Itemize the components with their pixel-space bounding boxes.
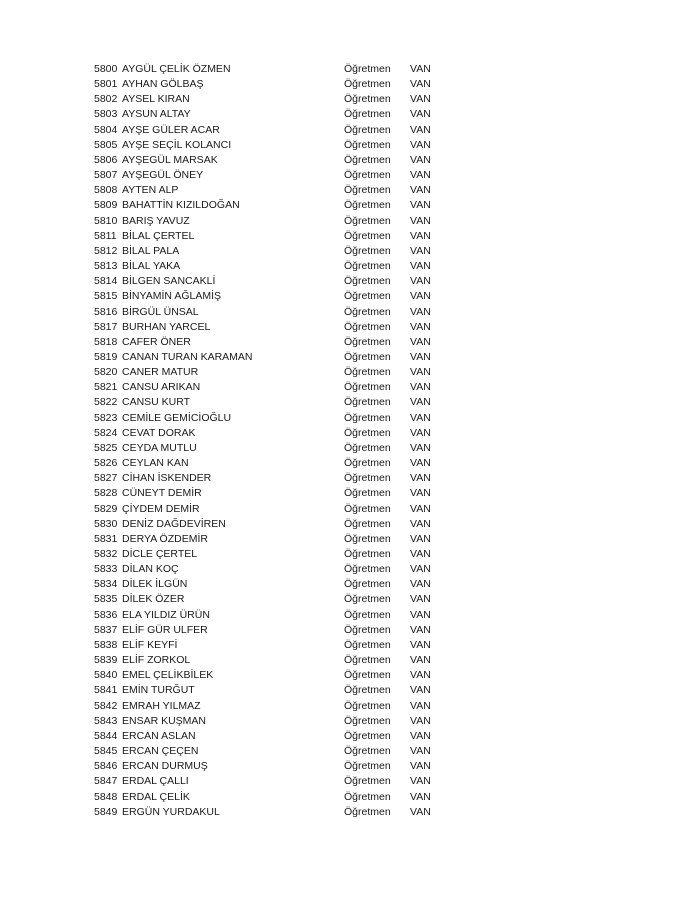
role-label: Öğretmen — [344, 517, 391, 530]
person-name: BİLAL YAKA — [122, 260, 181, 273]
role-label: Öğretmen — [344, 790, 391, 803]
list-item — [94, 198, 454, 213]
role-label: Öğretmen — [344, 426, 391, 439]
city-label: VAN — [410, 548, 431, 560]
city-label: VAN — [410, 729, 431, 742]
role-label: Öğretmen — [344, 684, 391, 697]
city-label: VAN — [410, 638, 431, 651]
role-label: Öğretmen — [344, 184, 391, 197]
role-label: Öğretmen — [344, 214, 391, 227]
person-name: DENİZ DAĞDEVİREN — [122, 517, 226, 530]
role-label: Öğretmen — [344, 396, 391, 409]
role-label: Öğretmen — [344, 275, 391, 288]
list-item — [94, 759, 454, 774]
city-label: VAN — [410, 457, 431, 470]
row-number: 5849 — [94, 805, 118, 818]
city-label: VAN — [410, 244, 431, 257]
row-number: 5839 — [94, 654, 118, 667]
role-label: Öğretmen — [344, 578, 391, 591]
row-number: 5832 — [94, 548, 118, 560]
person-name: ERDAL ÇELİK — [122, 790, 190, 803]
role-label: Öğretmen — [344, 548, 391, 560]
row-number: 5808 — [94, 184, 118, 197]
list-item — [94, 335, 454, 350]
city-label: VAN — [410, 487, 431, 500]
city-label: VAN — [410, 184, 431, 197]
city-label: VAN — [410, 214, 431, 227]
city-label: VAN — [410, 472, 431, 485]
row-number: 5844 — [94, 729, 118, 742]
city-label: VAN — [410, 578, 431, 591]
row-number: 5800 — [94, 63, 118, 75]
list-item — [94, 547, 454, 562]
role-label: Öğretmen — [344, 169, 391, 182]
role-label: Öğretmen — [344, 654, 391, 667]
city-label: VAN — [410, 396, 431, 409]
city-label: VAN — [410, 517, 431, 530]
city-label: VAN — [410, 411, 431, 424]
list-item — [94, 592, 454, 607]
list-item — [94, 638, 454, 653]
role-label: Öğretmen — [344, 108, 391, 121]
city-label: VAN — [410, 532, 431, 545]
role-label: Öğretmen — [344, 729, 391, 742]
row-number: 5805 — [94, 138, 118, 151]
list-item — [94, 774, 454, 789]
role-label: Öğretmen — [344, 775, 391, 788]
list-item — [94, 350, 454, 365]
city-label: VAN — [410, 805, 431, 818]
row-number: 5823 — [94, 411, 118, 424]
person-name: ELİF ZORKOL — [122, 654, 191, 667]
role-label: Öğretmen — [344, 153, 391, 166]
role-label: Öğretmen — [344, 760, 391, 773]
role-label: Öğretmen — [344, 63, 391, 75]
person-name: DERYA ÖZDEMİR — [122, 532, 208, 545]
person-name: ERCAN ÇEÇEN — [122, 745, 199, 758]
row-number: 5814 — [94, 275, 118, 288]
row-number: 5838 — [94, 638, 118, 651]
role-label: Öğretmen — [344, 93, 391, 106]
list-item — [94, 532, 454, 547]
person-name: ÇİYDEM DEMİR — [122, 502, 200, 515]
list-item — [94, 62, 454, 77]
row-number: 5833 — [94, 563, 118, 576]
list-item — [94, 153, 454, 168]
person-name: CEYLAN KAN — [122, 457, 189, 470]
role-label: Öğretmen — [344, 335, 391, 348]
person-name: ENSAR KUŞMAN — [122, 714, 207, 727]
row-number: 5815 — [94, 290, 118, 303]
row-number: 5836 — [94, 608, 118, 621]
role-label: Öğretmen — [344, 199, 391, 212]
role-label: Öğretmen — [344, 229, 391, 242]
person-name: DİLEK ÖZER — [122, 593, 185, 606]
person-name: AYŞE GÜLER ACAR — [122, 123, 220, 136]
role-label: Öğretmen — [344, 260, 391, 273]
list-item — [94, 365, 454, 380]
city-label: VAN — [410, 441, 431, 454]
city-label: VAN — [410, 775, 431, 788]
row-number: 5819 — [94, 350, 118, 363]
list-item — [94, 486, 454, 501]
person-name: AYSEL KIRAN — [122, 93, 190, 106]
person-name: BURHAN YARCEL — [122, 320, 211, 333]
role-label: Öğretmen — [344, 487, 391, 500]
row-number: 5835 — [94, 593, 118, 606]
list-item — [94, 305, 454, 320]
city-label: VAN — [410, 714, 431, 727]
teacher-list — [94, 62, 454, 820]
row-number: 5802 — [94, 93, 118, 106]
list-item — [94, 289, 454, 304]
city-label: VAN — [410, 699, 431, 712]
person-name: AYSUN ALTAY — [122, 108, 191, 121]
role-label: Öğretmen — [344, 78, 391, 91]
list-item — [94, 395, 454, 410]
person-name: BAHATTİN KIZILDOĞAN — [122, 199, 240, 212]
row-number: 5801 — [94, 78, 118, 91]
person-name: CEMİLE GEMİCİOĞLU — [122, 411, 232, 424]
row-number: 5804 — [94, 123, 118, 136]
list-item — [94, 623, 454, 638]
role-label: Öğretmen — [344, 745, 391, 758]
city-label: VAN — [410, 745, 431, 758]
list-item — [94, 502, 454, 517]
row-number: 5811 — [94, 229, 117, 242]
row-number: 5810 — [94, 214, 118, 227]
role-label: Öğretmen — [344, 411, 391, 424]
role-label: Öğretmen — [344, 608, 391, 621]
list-item — [94, 456, 454, 471]
city-label: VAN — [410, 275, 431, 288]
role-label: Öğretmen — [344, 441, 391, 454]
person-name: BARIŞ YAVUZ — [122, 214, 190, 227]
city-label: VAN — [410, 669, 431, 682]
person-name: ELİF KEYFİ — [122, 638, 178, 651]
person-name: BİLGEN SANCAKLİ — [122, 275, 216, 288]
city-label: VAN — [410, 199, 431, 212]
person-name: EMİN TURĞUT — [122, 684, 195, 697]
city-label: VAN — [410, 123, 431, 136]
role-label: Öğretmen — [344, 638, 391, 651]
person-name: DİLEK İLGÜN — [122, 578, 188, 591]
list-item — [94, 92, 454, 107]
role-label: Öğretmen — [344, 350, 391, 363]
role-label: Öğretmen — [344, 502, 391, 515]
person-name: CANSU ARIKAN — [122, 381, 201, 394]
person-name: CİHAN İSKENDER — [122, 472, 212, 485]
role-label: Öğretmen — [344, 805, 391, 818]
person-name: CAFER ÖNER — [122, 335, 191, 348]
list-item — [94, 683, 454, 698]
row-number: 5807 — [94, 169, 118, 182]
city-label: VAN — [410, 760, 431, 773]
list-item — [94, 320, 454, 335]
role-label: Öğretmen — [344, 699, 391, 712]
row-number: 5806 — [94, 153, 118, 166]
city-label: VAN — [410, 169, 431, 182]
row-number: 5842 — [94, 699, 118, 712]
row-number: 5837 — [94, 623, 118, 636]
person-name: BİRGÜL ÜNSAL — [122, 305, 199, 318]
row-number: 5825 — [94, 441, 118, 454]
city-label: VAN — [410, 153, 431, 166]
role-label: Öğretmen — [344, 669, 391, 682]
city-label: VAN — [410, 229, 431, 242]
city-label: VAN — [410, 366, 431, 379]
list-item — [94, 714, 454, 729]
list-item — [94, 244, 454, 259]
row-number: 5830 — [94, 517, 118, 530]
role-label: Öğretmen — [344, 244, 391, 257]
city-label: VAN — [410, 63, 431, 75]
row-number: 5812 — [94, 244, 118, 257]
list-item — [94, 668, 454, 683]
person-name: DİCLE ÇERTEL — [122, 548, 198, 560]
row-number: 5803 — [94, 108, 118, 121]
role-label: Öğretmen — [344, 593, 391, 606]
city-label: VAN — [410, 320, 431, 333]
row-number: 5843 — [94, 714, 118, 727]
list-item — [94, 77, 454, 92]
list-item — [94, 729, 454, 744]
row-number: 5840 — [94, 669, 118, 682]
person-name: CÜNEYT DEMİR — [122, 487, 202, 500]
role-label: Öğretmen — [344, 623, 391, 636]
list-item — [94, 471, 454, 486]
person-name: AYŞEGÜL ÖNEY — [122, 169, 204, 182]
list-item — [94, 214, 454, 229]
person-name: CANSU KURT — [122, 396, 191, 409]
list-item — [94, 608, 454, 623]
person-name: AYGÜL ÇELİK ÖZMEN — [122, 63, 231, 75]
list-item — [94, 426, 454, 441]
role-label: Öğretmen — [344, 320, 391, 333]
row-number: 5826 — [94, 457, 118, 470]
row-number: 5827 — [94, 472, 118, 485]
role-label: Öğretmen — [344, 123, 391, 136]
person-name: AYŞE SEÇİL KOLANCI — [122, 138, 232, 151]
list-item — [94, 653, 454, 668]
row-number: 5824 — [94, 426, 118, 439]
list-item — [94, 744, 454, 759]
row-number: 5846 — [94, 760, 118, 773]
person-name: CANAN TURAN KARAMAN — [122, 350, 253, 363]
list-item — [94, 577, 454, 592]
city-label: VAN — [410, 684, 431, 697]
row-number: 5821 — [94, 381, 118, 394]
person-name: ELİF GÜR ULFER — [122, 623, 208, 636]
city-label: VAN — [410, 654, 431, 667]
person-name: ELA YILDIZ ÜRÜN — [122, 608, 210, 621]
person-name: AYTEN ALP — [122, 184, 179, 197]
list-item — [94, 259, 454, 274]
role-label: Öğretmen — [344, 305, 391, 318]
person-name: ERCAN ASLAN — [122, 729, 196, 742]
row-number: 5829 — [94, 502, 118, 515]
role-label: Öğretmen — [344, 714, 391, 727]
person-name: AYHAN GÖLBAŞ — [122, 78, 204, 91]
role-label: Öğretmen — [344, 138, 391, 151]
row-number: 5813 — [94, 260, 118, 273]
list-item — [94, 123, 454, 138]
city-label: VAN — [410, 305, 431, 318]
role-label: Öğretmen — [344, 381, 391, 394]
city-label: VAN — [410, 78, 431, 91]
role-label: Öğretmen — [344, 290, 391, 303]
list-item — [94, 517, 454, 532]
list-item — [94, 168, 454, 183]
city-label: VAN — [410, 381, 431, 394]
city-label: VAN — [410, 93, 431, 106]
role-label: Öğretmen — [344, 532, 391, 545]
role-label: Öğretmen — [344, 366, 391, 379]
row-number: 5820 — [94, 366, 118, 379]
list-item — [94, 790, 454, 805]
role-label: Öğretmen — [344, 472, 391, 485]
row-number: 5831 — [94, 532, 118, 545]
person-name: EMEL ÇELİKBİLEK — [122, 669, 214, 682]
city-label: VAN — [410, 260, 431, 273]
city-label: VAN — [410, 335, 431, 348]
list-item — [94, 441, 454, 456]
list-item — [94, 699, 454, 714]
row-number: 5816 — [94, 305, 118, 318]
city-label: VAN — [410, 502, 431, 515]
row-number: 5817 — [94, 320, 118, 333]
city-label: VAN — [410, 290, 431, 303]
row-number: 5822 — [94, 396, 118, 409]
list-item — [94, 380, 454, 395]
row-number: 5845 — [94, 745, 118, 758]
row-number: 5818 — [94, 335, 118, 348]
row-number: 5834 — [94, 578, 118, 591]
person-name: EMRAH YILMAZ — [122, 699, 201, 712]
city-label: VAN — [410, 623, 431, 636]
person-name: ERCAN DURMUŞ — [122, 760, 208, 773]
person-name: CEYDA MUTLU — [122, 441, 197, 454]
row-number: 5841 — [94, 684, 118, 697]
person-name: ERDAL ÇALLI — [122, 775, 189, 788]
row-number: 5847 — [94, 775, 118, 788]
city-label: VAN — [410, 138, 431, 151]
row-number: 5828 — [94, 487, 118, 500]
list-item — [94, 229, 454, 244]
list-item — [94, 411, 454, 426]
person-name: ERGÜN YURDAKUL — [122, 805, 220, 818]
city-label: VAN — [410, 790, 431, 803]
city-label: VAN — [410, 563, 431, 576]
list-item — [94, 562, 454, 577]
city-label: VAN — [410, 426, 431, 439]
person-name: BİLAL PALA — [122, 244, 180, 257]
list-item — [94, 138, 454, 153]
city-label: VAN — [410, 608, 431, 621]
person-name: CEVAT DORAK — [122, 426, 196, 439]
city-label: VAN — [410, 108, 431, 121]
list-item — [94, 107, 454, 122]
role-label: Öğretmen — [344, 563, 391, 576]
person-name: BİNYAMİN AĞLAMİŞ — [122, 290, 221, 303]
city-label: VAN — [410, 593, 431, 606]
list-item — [94, 274, 454, 289]
city-label: VAN — [410, 350, 431, 363]
row-number: 5809 — [94, 199, 118, 212]
person-name: CANER MATUR — [122, 366, 199, 379]
person-name: DİLAN KOÇ — [122, 563, 179, 576]
list-item — [94, 183, 454, 198]
person-name: BİLAL ÇERTEL — [122, 229, 195, 242]
person-name: AYŞEGÜL MARSAK — [122, 153, 218, 166]
row-number: 5848 — [94, 790, 118, 803]
list-item — [94, 805, 454, 820]
role-label: Öğretmen — [344, 457, 391, 470]
